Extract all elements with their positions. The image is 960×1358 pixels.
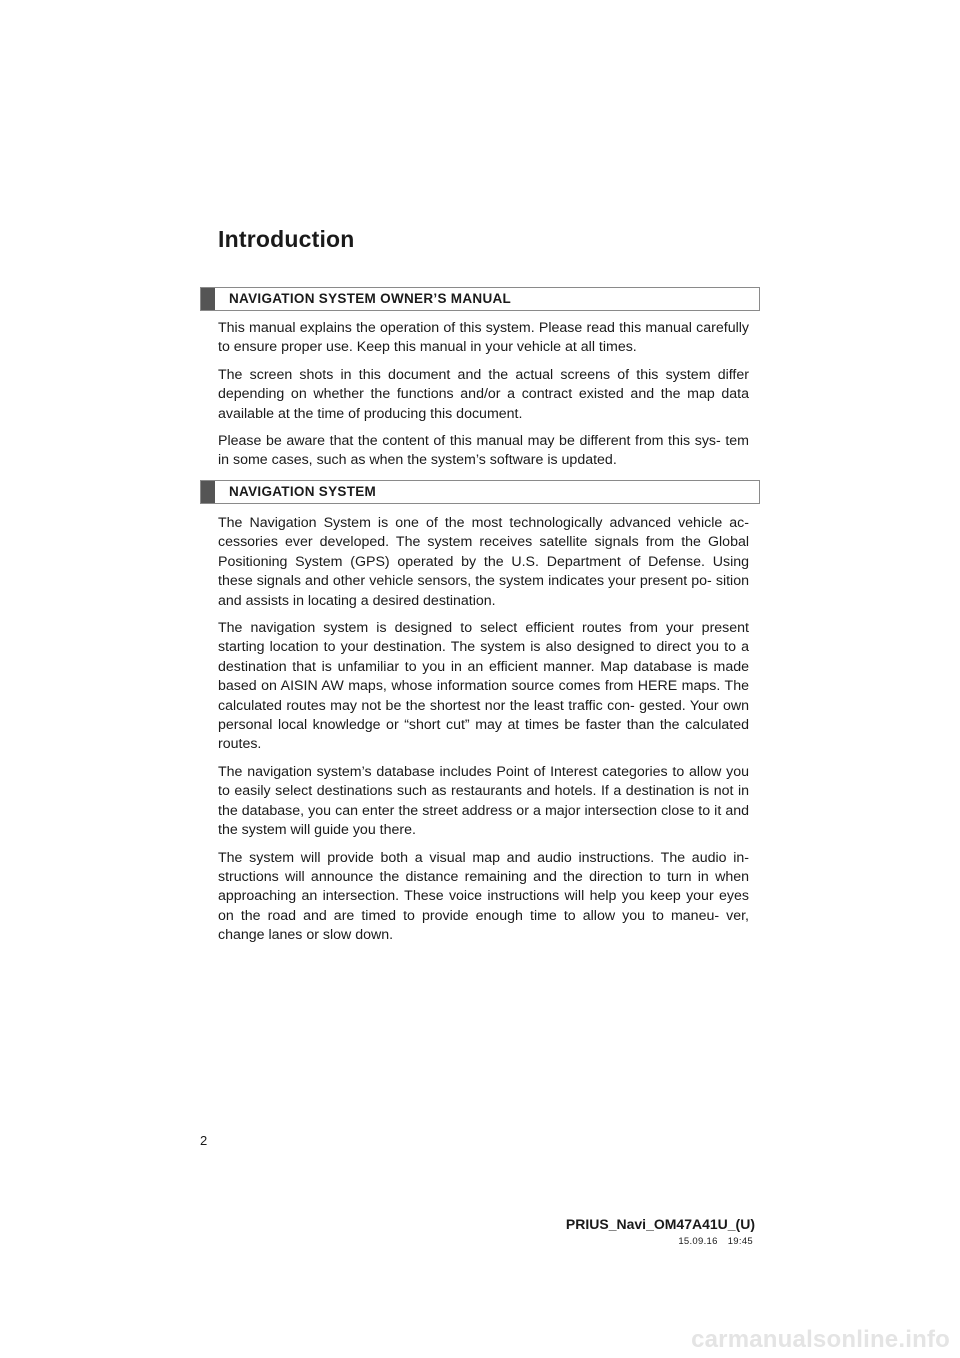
- section-header-navigation-system: [200, 480, 760, 504]
- section-marker: [201, 288, 215, 310]
- section-heading: NAVIGATION SYSTEM: [229, 484, 377, 499]
- section-header-owners-manual: [200, 287, 760, 311]
- paragraph: The navigation system’s database includes Point of Interest categories to allow you to easily select destinations such as restaurants and hotels. If a destination is not in the database, you can enter the street address or a major intersection close to it and the system will guide you there.: [218, 763, 749, 839]
- watermark: carmanualsonline.info: [691, 1326, 950, 1353]
- paragraph: Please be aware that the content of this manual may be different from this sys- tem in some cases, such as when the system’s software is updated.: [218, 433, 749, 469]
- paragraph: The system will provide both a visual map and audio instructions. The audio in- structions will announce the distance remaining and the direction to turn in when approaching an intersection. These voice instructions will help you keep your eyes on the road and are timed to provide enough time to allow you to maneu- ver, change lanes or slow down.: [218, 849, 749, 944]
- footer-timestamp: [678, 1236, 753, 1247]
- paragraph: The screen shots in this document and the actual screens of this system differ depending on whether the functions and/or a contract existed and the map data available at the time of producing this document.: [218, 366, 749, 422]
- section-body-owners-manual: [218, 319, 749, 479]
- section-marker: [201, 481, 215, 503]
- page-number: 2: [200, 1133, 208, 1148]
- section-heading: NAVIGATION SYSTEM OWNER’S MANUAL: [229, 291, 512, 306]
- footer-document-id: PRIUS_Navi_OM47A41U_(U): [565, 1216, 755, 1232]
- footer-time: 19:45: [727, 1236, 753, 1247]
- paragraph: The navigation system is designed to select efficient routes from your present starting location to your destination. The system is also designed to direct you to a destination that is unfamiliar to you in an efficient manner. Map database is made based on AISIN AW maps, whose information source comes from HERE maps. The calculated routes may not be the shortest nor the least traffic con- gested. Your own personal local knowledge or “short cut” may at times be faster than the calculated routes.: [218, 620, 749, 753]
- footer-date: 15.09.16: [678, 1236, 718, 1247]
- paragraph: This manual explains the operation of this system. Please read this manual carefully to ensure proper use. Keep this manual in your vehicle at all times.: [218, 320, 749, 356]
- paragraph: The Navigation System is one of the most technologically advanced vehicle ac- cessories ever developed. The system receives satellite signals from the Global Positioning System (GPS) operated by the U.S. Department of Defense. Using these signals and other vehicle sensors, the system indicates your present po- sition and assists in locating a desired destination.: [218, 515, 749, 609]
- section-body-navigation-system: [218, 514, 749, 954]
- page-title: Introduction: [218, 226, 355, 252]
